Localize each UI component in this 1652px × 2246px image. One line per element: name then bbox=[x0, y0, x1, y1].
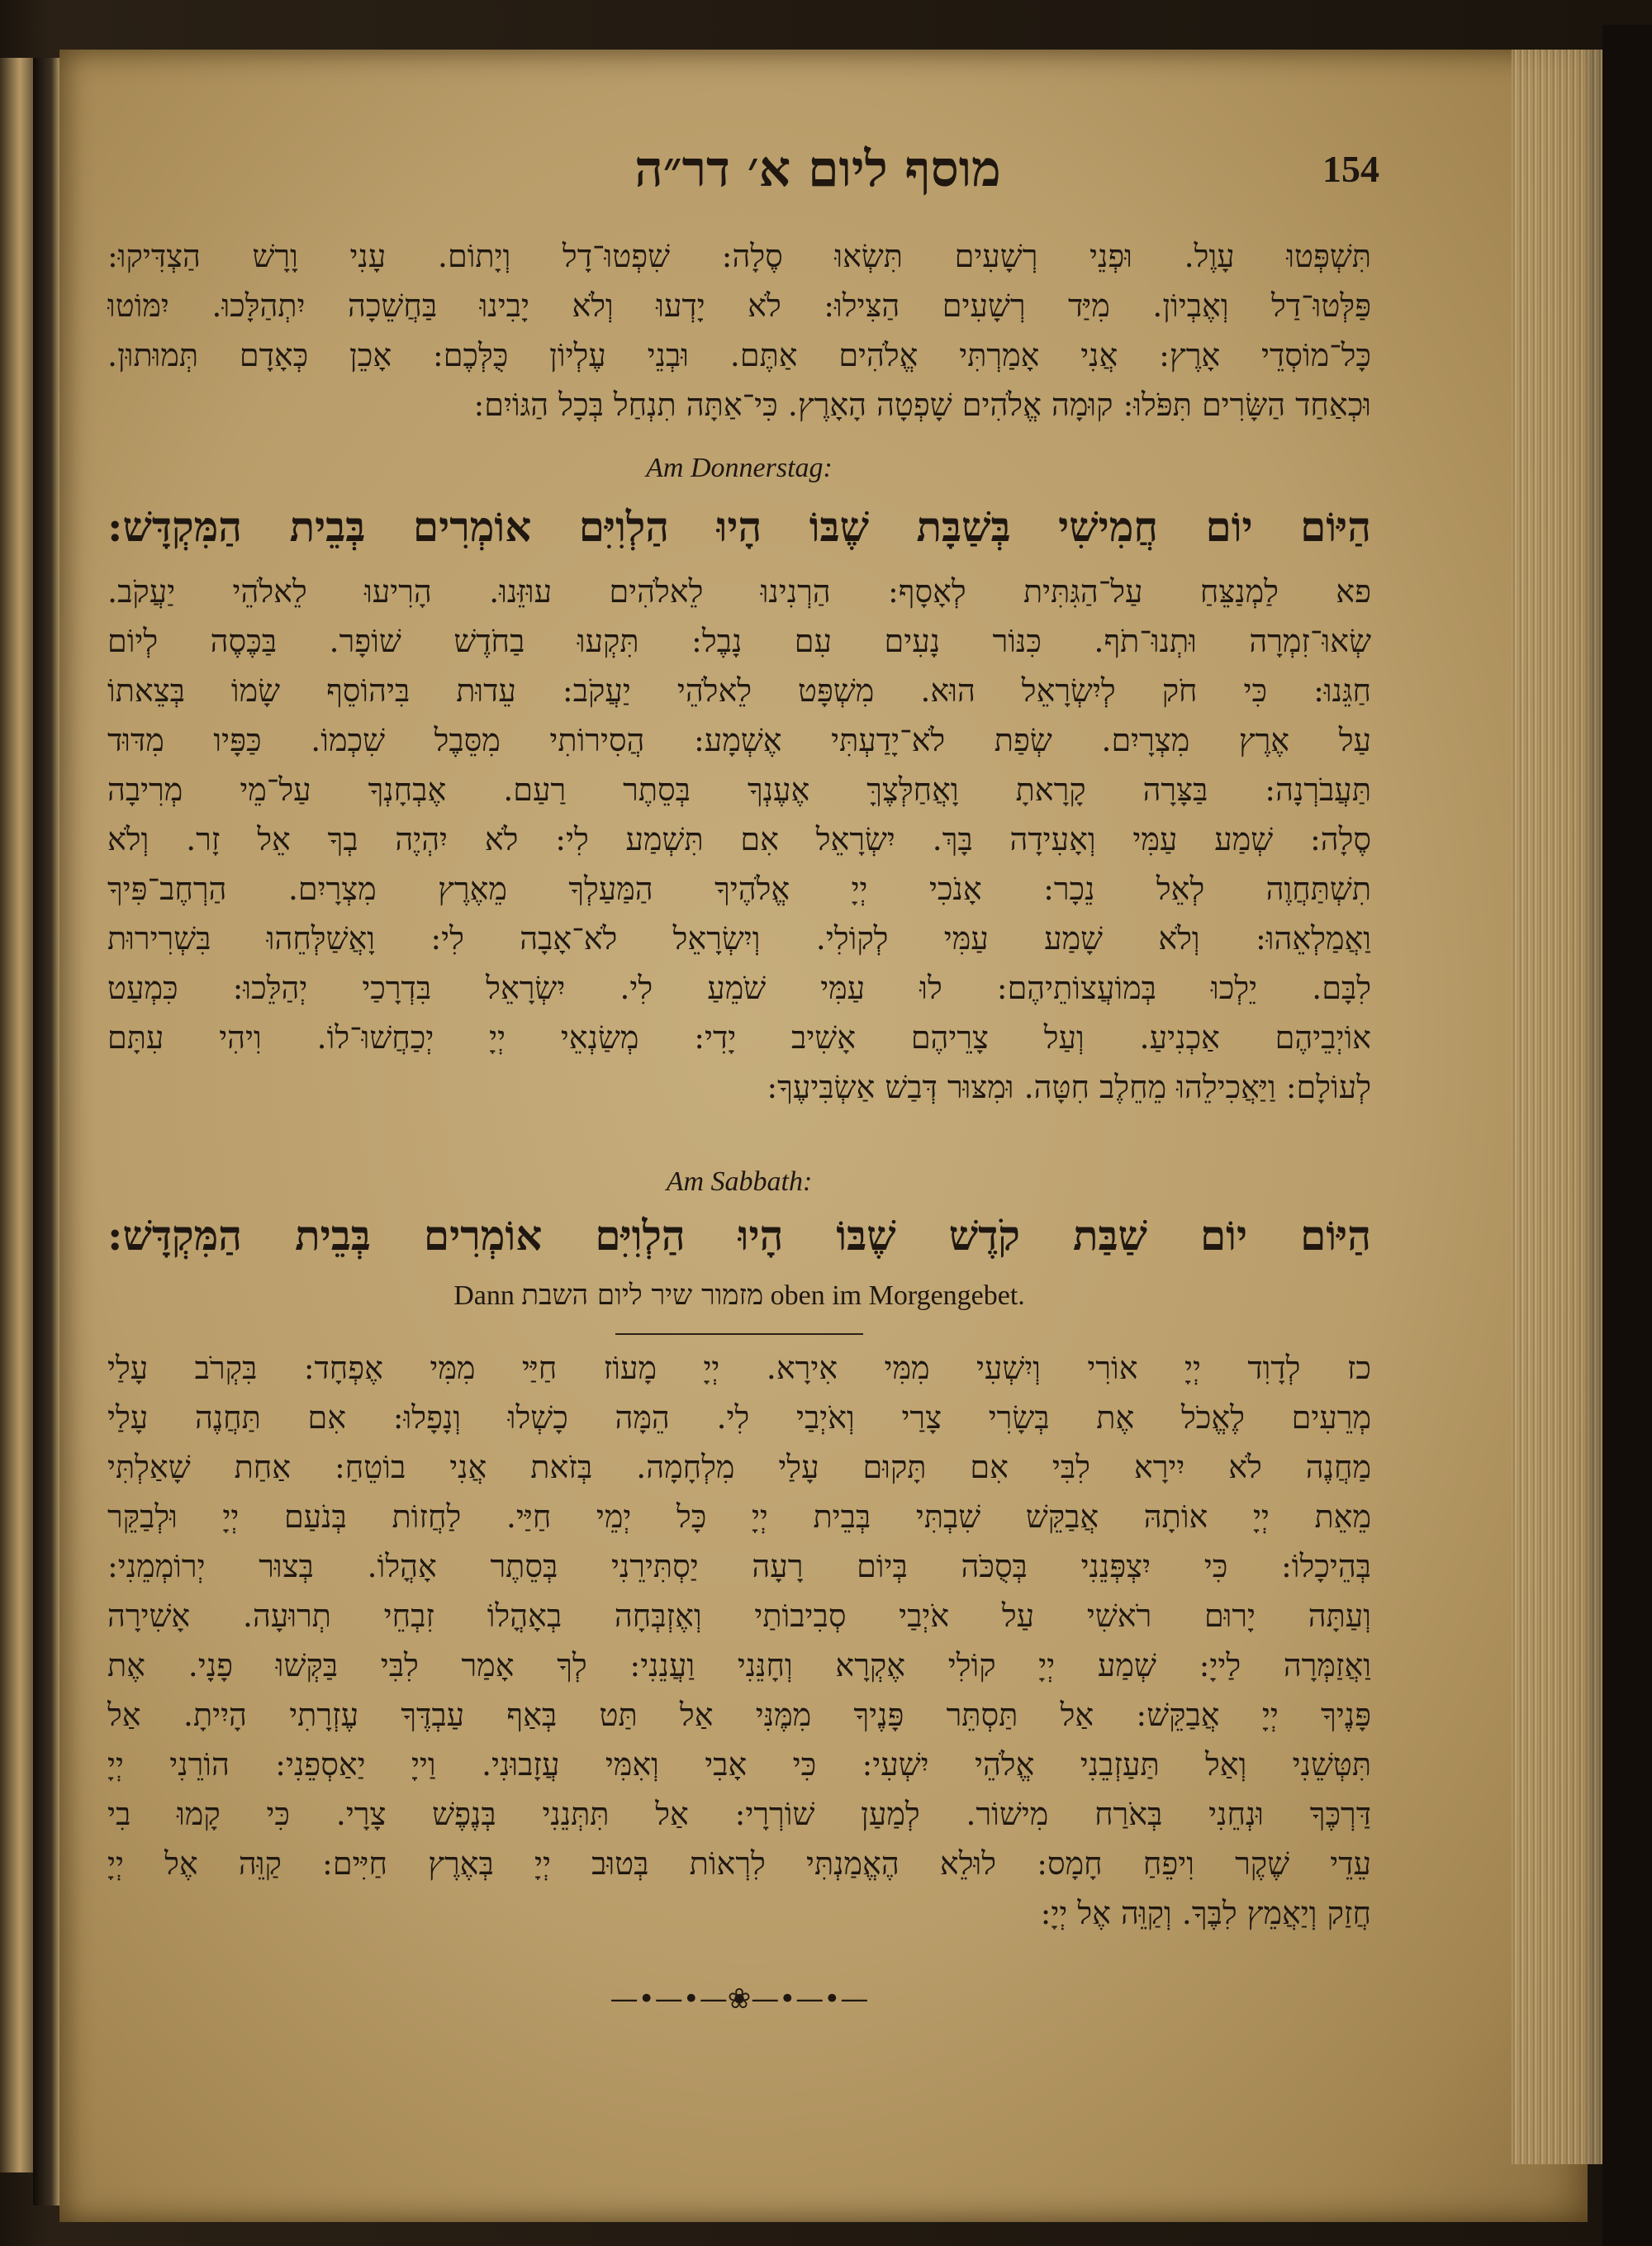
running-title: מוסף ליום א׳ דר״ה bbox=[634, 140, 1001, 198]
text-line: תִּשְׁפְּטוּ עָוֶל. וּפְנֵי רְשָׁעִים תִּשְׂאוּ סֶלָה: שִׁפְטוּ־דָל וְיָתוֹם. עָנִי וָרָשׁ הַצְדִּיקוּ: bbox=[107, 238, 1371, 274]
note-sabbath bbox=[107, 1279, 1371, 1312]
text-line: דַּרְכֶּךָ וּנְחֵנִי בְּאֹרַח מִישׁוֹר. לְמַעַן שׁוֹרְרָי: אַל תִּתְּנֵנִי בְּנֶפֶשׁ צָרָי. כִּי קָמוּ בִי bbox=[107, 1796, 1371, 1832]
page-number: 154 bbox=[1322, 148, 1379, 190]
page-header bbox=[107, 140, 1379, 215]
text-line: וַאֲזַמְּרָה לַייָ: שְׁמַע יְיָ קוֹלִי אֶקְרָא וְחָנֵּנִי וַעֲנֵנִי: לְךָ אָמַר לִבִּי בַּקְּשׁוּ פָנָי. אֶת bbox=[107, 1647, 1371, 1683]
heading-sabbath-block bbox=[107, 1204, 1371, 1267]
text-line: תִשְׁתַּחֲוֶה לְאֵל נֵכָר: אָנֹכִי יְיָ אֱלֹהֶיךָ הַמַּעַלְךָ מֵאֶרֶץ מִצְרָיִם. הַרְחֶב־פִּיךָ bbox=[107, 871, 1371, 907]
text-line: כז לְדָוִד יְיָ אוֹרִי וְיִשְׁעִי מִמִּי אִירָא. יְיָ מָעוֹז חַיַּי מִמִּי אֶפְחָד: בִּקְרֹב עָלַי bbox=[107, 1350, 1371, 1386]
text-line: וַאֲמַלְאֵהוּ: וְלֹא שָׁמַע עַמִּי לְקוֹלִי. וְיִשְׂרָאֵל לֹא־אָבָה לִי: וָאֲשַׁלְּחֵהוּ בִּשְׁרִירוּת bbox=[107, 920, 1371, 957]
book-cover bbox=[1602, 25, 1652, 2246]
text-line: מְרֵעִים לֶאֱכֹל אֶת בְּשָׂרִי צָרַי וְאֹיְבַי לִי. הֵמָּה כָשְׁלוּ וְנָפָלוּ: אִם תַּחֲנֶה עָלַי bbox=[107, 1399, 1371, 1436]
text-line: עַל אֶרֶץ מִצְרָיִם. שְׂפַת לֹא־יָדַעְתִּי אֶשְׁמָע: הֲסִירוֹתִי מִסֵּבֶל שִׁכְמוֹ. כַּפָּיו מִדּוּד bbox=[107, 722, 1371, 758]
text-line: תַּעֲבֹרְנָה: בַּצָּרָה קָרָאתָ וָאֲחַלְּצֶךָּ אֶעֶנְךָ בְּסֵתֶר רַעַם. אֶבְחָנְךָ עַל־מֵי מְרִיבָה bbox=[107, 772, 1371, 808]
text-line: שְׂאוּ־זִמְרָה וּתְנוּ־תֹף. כִּנּוֹר נָעִים עִם נָבֶל: תִּקְעוּ בַחֹדֶשׁ שׁוֹפָר. בַּכֶּסֶה לְיוֹם bbox=[107, 623, 1371, 659]
heading-thursday-block bbox=[107, 496, 1371, 558]
page-edges bbox=[1512, 50, 1602, 2164]
text-line: פא לַמְנַצֵּחַ עַל־הַגִּתִּית לְאָסָף: הַרְנִינוּ לֵאלֹהִים עוּזֵּנוּ. הָרִיעוּ לֵאלֹהֵי יַעֲקֹב. bbox=[107, 573, 1371, 610]
text-line: סֶלָה: שְׁמַע עַמִּי וְאָעִידָה בָּךְ. יִשְׂרָאֵל אִם תִּשְׁמַע לִי: לֹא יִהְיֶה בְךָ אֵל זָר. וְלֹא bbox=[107, 821, 1371, 857]
text-line: בְּהֵיכָלוֹ: כִּי יִצְפְּנֵנִי בְּסֻכֹּה בְּיוֹם רָעָה יַסְתִּירֵנִי בְּסֵתֶר אָהֳלוֹ. בְּצוּר יְרוֹמְמֵנִי: bbox=[107, 1548, 1371, 1584]
book-gutter bbox=[33, 58, 59, 2206]
text-line: לְעוֹלָם: וַיַּאֲכִילֵהוּ מֵחֵלֶב חִטָּה. וּמִצּוּר דְּבַשׁ אַשְׂבִּיעֶךָ: bbox=[767, 1069, 1371, 1105]
text-line: לִבָּם. יֵלְכוּ בְּמוֹעֲצוֹתֵיהֶם: לוּ עַמִּי שֹׁמֵעַ לִי. יִשְׂרָאֵל בִּדְרָכַי יְהַלֵּכוּ: כִּמְעַט bbox=[107, 970, 1371, 1006]
text-line: וְעַתָּה יָרוּם רֹאשִׁי עַל אֹיְבַי סְבִיבוֹתַי וְאֶזְבְּחָה בְאָהֳלוֹ זִבְחֵי תְרוּעָה. אָשִׁירָה bbox=[107, 1598, 1371, 1634]
text-line: מַחֲנֶה לֹא יִירָא לִבִּי אִם תָּקוּם עָלַי מִלְחָמָה. בְּזֹאת אֲנִי בוֹטֵחַ: אַחַת שָׁאַלְתִּי bbox=[107, 1449, 1371, 1485]
text-line: כָּל־מוֹסְדֵי אָרֶץ: אֲנִי אָמַרְתִּי אֱלֹהִים אַתֶּם. וּבְנֵי עֶלְיוֹן כֻּלְּכֶם: אָכֵן כְּאָדָם תְּמוּתוּן. bbox=[107, 337, 1371, 373]
left-page-edge bbox=[0, 58, 33, 2172]
text-line: חַגֵּנוּ: כִּי חֹק לְיִשְׂרָאֵל הוּא. מִשְׁפָּט לֵאלֹהֵי יַעֲקֹב: עֵדוּת בִּיהוֹסֵף שָׂמוֹ בְּצֵאתוֹ bbox=[107, 672, 1371, 709]
psalm-27 bbox=[107, 1343, 1371, 1938]
text-line: אוֹיְבֵיהֶם אַכְנִיעַ. וְעַל צָרֵיהֶם אָשִׁיב יָדִי: מְשַׂנְאֵי יְיָ יְכַחֲשׁוּ־לוֹ. וִיהִי עִתָּם bbox=[107, 1019, 1371, 1056]
text-line: וּכְאַחַד הַשָּׂרִים תִּפֹּלוּ: קוּמָה אֱלֹהִים שָׁפְטָה הָאָרֶץ. כִּי־אַתָּה תִנְחַל בְּכָל הַגּוֹיִם: bbox=[473, 387, 1371, 423]
note-hebrew: מזמור שיר ליום השבת bbox=[521, 1279, 764, 1312]
text-line: עֵדֵי שֶׁקֶר וִיפֵחַ חָמָס: לוּלֵא הֶאֱמַנְתִּי לִרְאוֹת בְּטוּב יְיָ בְּאֶרֶץ חַיִּים: קַוֵּה אֶל יְיָ bbox=[107, 1845, 1371, 1882]
label-thursday: Am Donnerstag: bbox=[646, 453, 833, 483]
psalm-82-ending bbox=[107, 231, 1371, 430]
divider-rule bbox=[615, 1333, 863, 1335]
text-line: מֵאֵת יְיָ אוֹתָהּ אֲבַקֵּשׁ שִׁבְתִּי בְּבֵית יְיָ כָּל יְמֵי חַיַּי. לַחֲזוֹת בְּנֹעַם יְיָ וּלְבַקֵּר bbox=[107, 1498, 1371, 1535]
note-suffix: oben im Morgengebet. bbox=[770, 1280, 1025, 1311]
text-line: חֲזַק וְיַאֲמֵץ לִבֶּךָ. וְקַוֵּה אֶל יְיָ: bbox=[1040, 1895, 1371, 1931]
heading-sabbath: הַיּוֹם יוֹם שַׁבַּת קֹדֶשׁ שֶׁבּוֹ הָיוּ הַלְוִיִּם אוֹמְרִים בְּבֵית הַמִּקְדָּשׁ: bbox=[107, 1211, 1371, 1260]
psalm-81 bbox=[107, 567, 1371, 1112]
text-line: פָּנֶיךָ יְיָ אֲבַקֵּשׁ: אַל תַּסְתֵּר פָּנֶיךָ מִמֶּנִּי אַל תַּט בְּאַף עַבְדֶּךָ עֶזְרָתִי הָיִיתָ. אַל bbox=[107, 1697, 1371, 1733]
heading-thursday: הַיּוֹם יוֹם חֲמִישִׁי בְּשַׁבָּת שֶׁבּוֹ הָיוּ הַלְוִיִּם אוֹמְרִים בְּבֵית הַמִּקְדָּשׁ: bbox=[107, 502, 1371, 551]
text-line: תִּטְּשֵׁנִי וְאַל תַּעַזְבֵנִי אֱלֹהֵי יִשְׁעִי: כִּי אָבִי וְאִמִּי עֲזָבוּנִי. וַייָ יַאַסְפֵנִי: הוֹרֵנִי יְיָ bbox=[107, 1746, 1371, 1783]
note-prefix: Dann bbox=[453, 1280, 515, 1311]
page-content bbox=[107, 0, 1379, 2246]
end-ornament: —•—•—❀—•—•— bbox=[610, 1982, 869, 2016]
label-sabbath: Am Sabbath: bbox=[666, 1166, 813, 1197]
text-line: פַּלְּטוּ־דַל וְאֶבְיוֹן. מִיַּד רְשָׁעִים הַצִּילוּ: לֹא יָדְעוּ וְלֹא יָבִינוּ בַּחֲשֵׁכָה יִתְהַלָּכוּ. יִמּוֹטוּ bbox=[107, 287, 1371, 324]
